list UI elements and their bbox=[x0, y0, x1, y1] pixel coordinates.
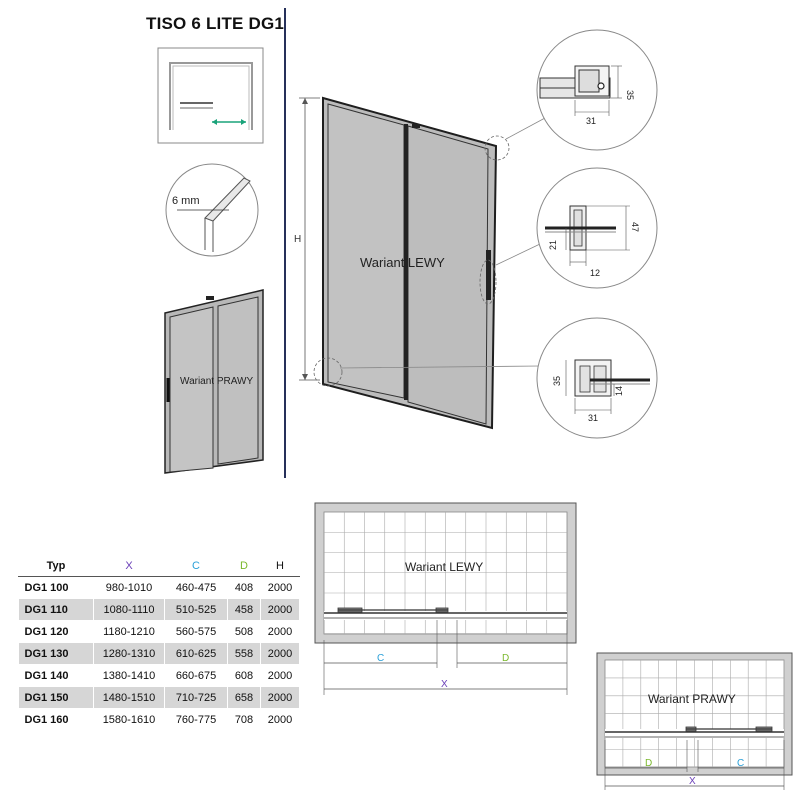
table-row bbox=[19, 665, 300, 687]
table-cell: 1280-1310 bbox=[94, 643, 165, 665]
svg-text:21: 21 bbox=[548, 239, 558, 250]
dimensions-table bbox=[18, 554, 300, 731]
table-row bbox=[19, 643, 300, 665]
table-cell: 458 bbox=[228, 599, 261, 621]
table-cell: DG1 130 bbox=[19, 643, 94, 665]
svg-text:X: X bbox=[689, 776, 696, 787]
variant-right-label: Wariant PRAWY bbox=[180, 376, 254, 387]
table-cell: DG1 110 bbox=[19, 599, 94, 621]
table-cell: 510-525 bbox=[165, 599, 228, 621]
table-cell: 2000 bbox=[261, 665, 300, 687]
table-cell: 710-725 bbox=[165, 687, 228, 709]
table-cell: DG1 120 bbox=[19, 621, 94, 643]
table-cell: 508 bbox=[228, 621, 261, 643]
svg-text:31: 31 bbox=[586, 116, 597, 126]
table-cell: 2000 bbox=[261, 599, 300, 621]
door-main bbox=[294, 98, 545, 428]
header-d: D bbox=[228, 555, 261, 577]
table-cell: 408 bbox=[228, 577, 261, 599]
table-cell: 2000 bbox=[261, 709, 300, 731]
table-cell: 1380-1410 bbox=[94, 665, 165, 687]
table-cell: 660-675 bbox=[165, 665, 228, 687]
height-label: H bbox=[294, 234, 302, 245]
table-row bbox=[19, 621, 300, 643]
svg-text:D: D bbox=[645, 758, 653, 769]
table-row bbox=[19, 687, 300, 709]
profile-detail-middle bbox=[537, 168, 657, 288]
table-cell: 1580-1610 bbox=[94, 709, 165, 731]
profile-detail-top bbox=[537, 30, 657, 150]
table-cell: 560-575 bbox=[165, 621, 228, 643]
product-title: TISO 6 LITE DG1 bbox=[146, 14, 285, 33]
table-cell: 1180-1210 bbox=[94, 621, 165, 643]
profile-detail-bottom bbox=[537, 318, 657, 438]
svg-text:D: D bbox=[502, 653, 510, 664]
svg-text:35: 35 bbox=[552, 375, 562, 386]
table-cell: 658 bbox=[228, 687, 261, 709]
table-cell: 608 bbox=[228, 665, 261, 687]
svg-text:Wariant LEWY: Wariant LEWY bbox=[405, 560, 484, 574]
svg-text:35: 35 bbox=[625, 90, 635, 101]
table-cell: 708 bbox=[228, 709, 261, 731]
door-right-variant bbox=[165, 290, 263, 473]
header-typ: Typ bbox=[19, 555, 94, 577]
table-cell: 1480-1510 bbox=[94, 687, 165, 709]
table-cell: 2000 bbox=[261, 643, 300, 665]
plan-view-left bbox=[315, 503, 576, 695]
table-cell: DG1 150 bbox=[19, 687, 94, 709]
header-h: H bbox=[261, 555, 300, 577]
plan-view-right bbox=[597, 653, 792, 790]
header-c: C bbox=[165, 555, 228, 577]
schematic-thumbnail bbox=[158, 48, 263, 143]
table-cell: 1080-1110 bbox=[94, 599, 165, 621]
table-row bbox=[19, 577, 300, 599]
table-cell: 610-625 bbox=[165, 643, 228, 665]
table-row bbox=[19, 599, 300, 621]
header-x: X bbox=[94, 555, 165, 577]
table-cell: 980-1010 bbox=[94, 577, 165, 599]
svg-text:12: 12 bbox=[590, 268, 601, 278]
table-header-row bbox=[19, 555, 300, 577]
glass-thickness-detail bbox=[166, 164, 258, 256]
table-row bbox=[19, 709, 300, 731]
table-cell: 460-475 bbox=[165, 577, 228, 599]
table-cell: DG1 100 bbox=[19, 577, 94, 599]
svg-text:14: 14 bbox=[614, 385, 624, 396]
svg-text:47: 47 bbox=[630, 222, 640, 233]
table-cell: 2000 bbox=[261, 621, 300, 643]
svg-text:Wariant PRAWY: Wariant PRAWY bbox=[648, 692, 736, 706]
table-cell: 760-775 bbox=[165, 709, 228, 731]
svg-text:C: C bbox=[737, 758, 745, 769]
variant-left-label: Wariant LEWY bbox=[360, 255, 445, 270]
table-cell: 2000 bbox=[261, 577, 300, 599]
svg-text:C: C bbox=[377, 653, 385, 664]
table-cell: DG1 160 bbox=[19, 709, 94, 731]
glass-thickness-label: 6 mm bbox=[172, 195, 200, 207]
svg-text:X: X bbox=[441, 679, 448, 690]
table-cell: 558 bbox=[228, 643, 261, 665]
svg-text:31: 31 bbox=[588, 413, 599, 423]
table-cell: 2000 bbox=[261, 687, 300, 709]
table-cell: DG1 140 bbox=[19, 665, 94, 687]
